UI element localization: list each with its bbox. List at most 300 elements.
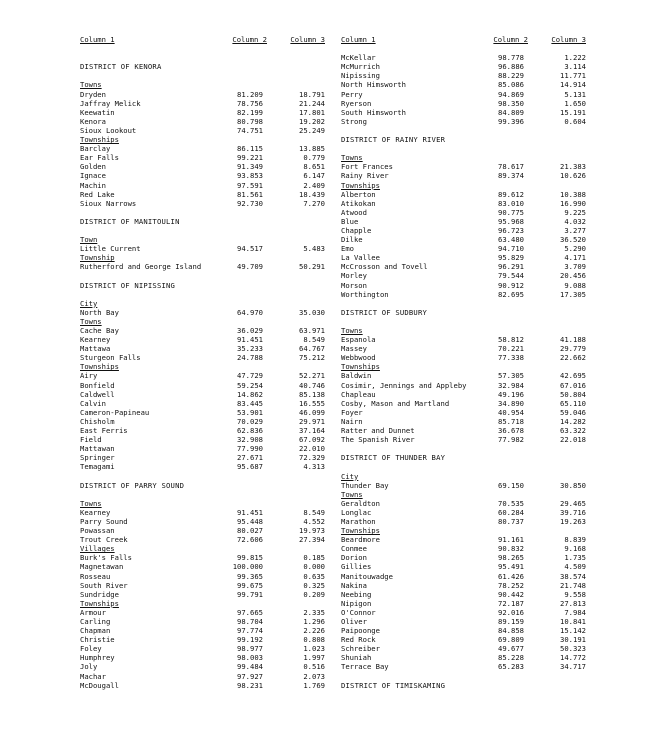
column-2-value: 90.442 bbox=[498, 589, 524, 599]
column-2-value: 89.159 bbox=[498, 617, 524, 626]
municipality-name: Cosby, Mason and Martland bbox=[341, 398, 450, 408]
municipality-name: Cameron-Papineau bbox=[80, 407, 150, 417]
subheading-text: Township bbox=[80, 253, 115, 263]
table-row bbox=[341, 572, 586, 581]
municipality-name: Shuniah bbox=[341, 653, 372, 663]
table-row bbox=[80, 672, 325, 681]
municipality-name: Cosimir, Jennings and Appleby bbox=[341, 380, 467, 390]
column-2-value: 82.695 bbox=[498, 289, 524, 299]
column-3-value: 18.439 bbox=[299, 189, 325, 199]
column-2-value: 36.678 bbox=[498, 426, 524, 436]
column-3-value: 4.313 bbox=[303, 462, 325, 472]
subheading-text: Townships bbox=[341, 526, 380, 536]
municipality-name: McMurrich bbox=[341, 62, 380, 72]
table-row bbox=[341, 599, 586, 608]
municipality-name: Espanola bbox=[341, 335, 376, 345]
spacer bbox=[341, 444, 586, 453]
municipality-name: Emo bbox=[341, 244, 354, 254]
column-2-value: 91.451 bbox=[237, 507, 263, 517]
subheading bbox=[341, 472, 586, 481]
table-row bbox=[341, 190, 586, 199]
municipality-name: Baldwin bbox=[341, 371, 372, 381]
municipality-name: La Vallee bbox=[341, 253, 380, 263]
column-3-value: 22.018 bbox=[560, 435, 586, 445]
municipality-name: Red Lake bbox=[80, 189, 115, 199]
column-2-value: 99.396 bbox=[498, 116, 524, 126]
table-row bbox=[80, 126, 325, 135]
table-row bbox=[341, 353, 586, 362]
table-row bbox=[80, 590, 325, 599]
table-row bbox=[341, 653, 586, 662]
spacer bbox=[341, 672, 586, 681]
table-row bbox=[80, 572, 325, 581]
subheading bbox=[341, 362, 586, 371]
table-row bbox=[80, 462, 325, 471]
column-3-value: 10.841 bbox=[560, 617, 586, 626]
municipality-name: Marathon bbox=[341, 516, 376, 526]
municipality-name: Magnetawan bbox=[80, 562, 124, 572]
table-row bbox=[341, 399, 586, 408]
municipality-name: Ratter and Dunnet bbox=[341, 426, 415, 436]
column-2-value: 98.778 bbox=[498, 53, 524, 63]
column-2-value: 98.350 bbox=[498, 98, 524, 108]
column-2-value: 97.774 bbox=[237, 626, 263, 636]
column-3-value: 0.808 bbox=[303, 635, 325, 645]
column-2-value: 35.233 bbox=[237, 344, 263, 354]
municipality-name: Neebing bbox=[341, 589, 372, 599]
column-3-value: 8.839 bbox=[564, 535, 586, 545]
table-row bbox=[80, 553, 325, 562]
column-2-value: 94.710 bbox=[498, 244, 524, 254]
table-row bbox=[80, 426, 325, 435]
column-2-header: Column 2 bbox=[232, 35, 267, 44]
column-2-value: 61.426 bbox=[498, 571, 524, 581]
column-2-value: 95.448 bbox=[237, 516, 263, 526]
column-2-value: 78.756 bbox=[237, 98, 263, 108]
column-3-value: 14.914 bbox=[560, 80, 586, 90]
column-2-value: 53.901 bbox=[237, 407, 263, 417]
column-2-value: 97.665 bbox=[237, 607, 263, 617]
subheading-text: Towns bbox=[80, 498, 102, 508]
column-3-value: 17.305 bbox=[560, 289, 586, 299]
column-2-value: 94.517 bbox=[237, 244, 263, 254]
table-row bbox=[341, 253, 586, 262]
municipality-name: Dilke bbox=[341, 235, 363, 245]
column-2-value: 60.284 bbox=[498, 507, 524, 517]
column-3-value: 15.142 bbox=[560, 626, 586, 636]
municipality-name: McDougall bbox=[80, 680, 119, 690]
municipality-name: Caldwell bbox=[80, 389, 115, 399]
column-3-value: 38.574 bbox=[560, 571, 586, 581]
column-2-header: Column 2 bbox=[493, 35, 528, 44]
column-3-value: 2.409 bbox=[303, 180, 325, 190]
municipality-name: Golden bbox=[80, 162, 106, 172]
column-3-value: 22.662 bbox=[560, 353, 586, 363]
column-3-value: 16.990 bbox=[560, 198, 586, 208]
table-row bbox=[80, 190, 325, 199]
column-2-value: 49.709 bbox=[237, 262, 263, 272]
municipality-name: Kearney bbox=[80, 507, 111, 517]
municipality-name: Morley bbox=[341, 271, 367, 281]
municipality-name: Mattawa bbox=[80, 344, 111, 354]
table-row bbox=[80, 390, 325, 399]
column-3-value: 0.185 bbox=[303, 553, 325, 563]
column-3-value: 4.171 bbox=[564, 253, 586, 263]
column-2-value: 84.858 bbox=[498, 626, 524, 636]
spacer bbox=[341, 44, 586, 53]
column-3-value: 16.555 bbox=[299, 398, 325, 408]
column-2-value: 36.029 bbox=[237, 326, 263, 335]
column-2-value: 99.815 bbox=[237, 553, 263, 563]
column-2-value: 83.445 bbox=[237, 398, 263, 408]
spacer bbox=[80, 208, 325, 217]
table-row bbox=[341, 535, 586, 544]
table-row bbox=[341, 171, 586, 180]
table-row bbox=[80, 199, 325, 208]
column-2-value: 58.812 bbox=[498, 335, 524, 345]
column-2-value: 32.908 bbox=[237, 435, 263, 445]
column-3-value: 9.558 bbox=[564, 589, 586, 599]
municipality-name: Armour bbox=[80, 607, 106, 617]
table-row bbox=[80, 508, 325, 517]
column-2-value: 82.199 bbox=[237, 107, 263, 117]
column-2-value: 85.228 bbox=[498, 653, 524, 663]
subheading-text: City bbox=[341, 471, 359, 481]
column-3-value: 8.549 bbox=[303, 507, 325, 517]
column-3-value: 37.164 bbox=[299, 426, 325, 436]
column-3-value: 0.604 bbox=[564, 116, 586, 126]
column-3-value: 27.813 bbox=[560, 598, 586, 608]
column-3-value: 6.147 bbox=[303, 171, 325, 181]
column-2-value: 99.192 bbox=[237, 635, 263, 645]
column-3-value: 35.030 bbox=[299, 307, 325, 317]
column-3-value: 0.209 bbox=[303, 589, 325, 599]
table-row bbox=[80, 90, 325, 99]
subheading-text: Townships bbox=[341, 362, 380, 372]
municipality-name: Mattawan bbox=[80, 444, 115, 454]
subheading bbox=[80, 599, 325, 608]
municipality-name: Nakina bbox=[341, 580, 367, 590]
column-2-value: 32.984 bbox=[498, 380, 524, 390]
district-heading bbox=[341, 453, 586, 462]
municipality-name: Sturgeon Falls bbox=[80, 353, 141, 363]
column-2-value: 74.751 bbox=[237, 125, 263, 135]
subheading-text: Town bbox=[80, 235, 98, 245]
column-3-value: 64.767 bbox=[299, 344, 325, 354]
district-heading-text: DISTRICT OF TIMISKAMING bbox=[341, 680, 446, 690]
table-row bbox=[80, 644, 325, 653]
column-2-value: 91.161 bbox=[498, 535, 524, 545]
column-3-value: 10.626 bbox=[560, 171, 586, 181]
column-2-value: 90.912 bbox=[498, 280, 524, 290]
column-3-value: 3.277 bbox=[564, 225, 586, 235]
table-row bbox=[80, 162, 325, 171]
spacer bbox=[80, 472, 325, 481]
table-row bbox=[80, 171, 325, 180]
spacer bbox=[80, 290, 325, 299]
column-3-value: 34.717 bbox=[560, 662, 586, 672]
column-3-header: Column 3 bbox=[290, 35, 325, 44]
municipality-name: East Ferris bbox=[80, 426, 128, 436]
table-row bbox=[341, 581, 586, 590]
table-row bbox=[80, 181, 325, 190]
column-3-value: 30.191 bbox=[560, 635, 586, 645]
table-row bbox=[341, 517, 586, 526]
table-row bbox=[341, 371, 586, 380]
table-row bbox=[80, 417, 325, 426]
column-3-value: 2.073 bbox=[303, 671, 325, 681]
column-2-value: 95.687 bbox=[237, 462, 263, 472]
subheading-text: Towns bbox=[80, 316, 102, 326]
subheading-text: Townships bbox=[80, 135, 119, 145]
municipality-name: Barclay bbox=[80, 144, 111, 154]
column-3-value: 18.791 bbox=[299, 89, 325, 99]
table-row bbox=[80, 108, 325, 117]
table-row bbox=[80, 381, 325, 390]
municipality-name: Machar bbox=[80, 671, 106, 681]
subheading bbox=[80, 235, 325, 244]
column-3-value: 1.735 bbox=[564, 553, 586, 563]
subheading-text: Townships bbox=[341, 180, 380, 190]
column-2-value: 97.927 bbox=[237, 671, 263, 681]
subheading bbox=[80, 299, 325, 308]
column-2-value: 91.349 bbox=[237, 162, 263, 172]
column-3-value: 1.997 bbox=[303, 653, 325, 663]
municipality-name: Chisholm bbox=[80, 416, 115, 426]
column-3-value: 22.010 bbox=[299, 444, 325, 454]
column-3-value: 15.191 bbox=[560, 107, 586, 117]
table-row bbox=[80, 244, 325, 253]
table-row bbox=[80, 99, 325, 108]
table-row bbox=[80, 371, 325, 380]
table-row bbox=[80, 399, 325, 408]
table-row bbox=[341, 553, 586, 562]
municipality-name: Bonfield bbox=[80, 380, 115, 390]
column-3-value: 10.388 bbox=[560, 189, 586, 199]
column-2-value: 78.617 bbox=[498, 162, 524, 172]
column-2-value: 98.231 bbox=[237, 680, 263, 690]
subheading-text: Towns bbox=[341, 489, 363, 499]
table-row bbox=[80, 353, 325, 362]
table-row bbox=[341, 635, 586, 644]
district-heading-text: DISTRICT OF SUDBURY bbox=[341, 307, 428, 317]
column-3-value: 52.271 bbox=[299, 371, 325, 381]
table-row bbox=[341, 626, 586, 635]
column-3-value: 9.225 bbox=[564, 207, 586, 217]
column-3-value: 1.222 bbox=[564, 53, 586, 63]
district-heading-text: DISTRICT OF NIPISSING bbox=[80, 280, 176, 290]
municipality-name: Geraldton bbox=[341, 498, 380, 508]
municipality-name: Foley bbox=[80, 644, 102, 654]
municipality-name: Cache Bay bbox=[80, 326, 119, 335]
table-row bbox=[80, 581, 325, 590]
column-3-value: 11.771 bbox=[560, 71, 586, 81]
column-2-value: 81.209 bbox=[237, 89, 263, 99]
table-row bbox=[80, 335, 325, 344]
municipality-name: The Spanish River bbox=[341, 435, 415, 445]
table-row bbox=[80, 681, 325, 690]
table-row bbox=[80, 517, 325, 526]
district-heading-text: DISTRICT OF MANITOULIN bbox=[80, 216, 180, 226]
table-row bbox=[341, 244, 586, 253]
column-3-value: 1.023 bbox=[303, 644, 325, 654]
table-row bbox=[341, 199, 586, 208]
column-2-value: 77.982 bbox=[498, 435, 524, 445]
column-2-value: 98.977 bbox=[237, 644, 263, 654]
table-row bbox=[341, 62, 586, 71]
column-3-value: 14.772 bbox=[560, 653, 586, 663]
column-3-value: 2.226 bbox=[303, 626, 325, 636]
column-2-value: 96.291 bbox=[498, 262, 524, 272]
municipality-name: Morson bbox=[341, 280, 367, 290]
column-3-value: 41.188 bbox=[560, 335, 586, 345]
column-2-value: 70.535 bbox=[498, 498, 524, 508]
table-row bbox=[341, 235, 586, 244]
table-row bbox=[341, 617, 586, 626]
column-3-value: 14.282 bbox=[560, 416, 586, 426]
column-2-value: 86.115 bbox=[237, 144, 263, 154]
column-3-value: 42.695 bbox=[560, 371, 586, 381]
column-2-value: 34.890 bbox=[498, 398, 524, 408]
district-heading bbox=[341, 681, 586, 690]
column-2-value: 88.229 bbox=[498, 71, 524, 81]
table-row bbox=[341, 499, 586, 508]
table-row bbox=[80, 608, 325, 617]
column-2-value: 95.491 bbox=[498, 562, 524, 572]
municipality-name: Chapple bbox=[341, 225, 372, 235]
municipality-name: Keewatin bbox=[80, 107, 115, 117]
municipality-name: Field bbox=[80, 435, 102, 445]
column-2-value: 84.809 bbox=[498, 107, 524, 117]
left-column bbox=[80, 35, 325, 690]
column-3-value: 3.709 bbox=[564, 262, 586, 272]
municipality-name: North Himsworth bbox=[341, 80, 406, 90]
column-2-value: 97.591 bbox=[237, 180, 263, 190]
municipality-name: O'Connor bbox=[341, 607, 376, 617]
column-2-value: 99.221 bbox=[237, 153, 263, 163]
column-3-value: 29.779 bbox=[560, 344, 586, 354]
column-3-value: 0.000 bbox=[303, 562, 325, 572]
table-row bbox=[80, 344, 325, 353]
column-3-value: 50.291 bbox=[299, 262, 325, 272]
municipality-name: Strong bbox=[341, 116, 367, 126]
municipality-name: Oliver bbox=[341, 617, 367, 626]
column-2-value: 100.000 bbox=[232, 562, 263, 572]
district-heading bbox=[80, 281, 325, 290]
column-2-value: 89.612 bbox=[498, 189, 524, 199]
column-3-value: 5.483 bbox=[303, 244, 325, 254]
subheading bbox=[341, 326, 586, 335]
column-2-value: 59.254 bbox=[237, 380, 263, 390]
spacer bbox=[341, 144, 586, 153]
column-3-header: Column 3 bbox=[551, 35, 586, 44]
municipality-name: Airy bbox=[80, 371, 98, 381]
municipality-name: Christie bbox=[80, 635, 115, 645]
column-2-value: 47.729 bbox=[237, 371, 263, 381]
column-3-value: 5.131 bbox=[564, 89, 586, 99]
column-2-value: 57.305 bbox=[498, 371, 524, 381]
column-3-value: 1.296 bbox=[303, 617, 325, 626]
subheading-text: Townships bbox=[80, 598, 119, 608]
municipality-name: Joly bbox=[80, 662, 98, 672]
column-3-value: 8.549 bbox=[303, 335, 325, 345]
column-2-value: 49.677 bbox=[498, 644, 524, 654]
table-row bbox=[341, 281, 586, 290]
column-3-value: 29.971 bbox=[299, 416, 325, 426]
subheading bbox=[80, 544, 325, 553]
district-heading-text: DISTRICT OF PARRY SOUND bbox=[80, 480, 185, 490]
table-row bbox=[80, 308, 325, 317]
column-3-value: 8.651 bbox=[303, 162, 325, 172]
municipality-name: Paipoonge bbox=[341, 626, 380, 636]
spacer bbox=[80, 271, 325, 280]
table-row bbox=[341, 562, 586, 571]
municipality-name: Ear Falls bbox=[80, 153, 119, 163]
municipality-name: Ignace bbox=[80, 171, 106, 181]
table-row bbox=[341, 71, 586, 80]
column-3-value: 2.335 bbox=[303, 607, 325, 617]
column-3-value: 30.850 bbox=[560, 480, 586, 490]
subheading-text: Towns bbox=[80, 80, 102, 90]
subheading bbox=[341, 181, 586, 190]
column-3-value: 67.016 bbox=[560, 380, 586, 390]
subheading bbox=[80, 362, 325, 371]
subheading bbox=[80, 80, 325, 89]
municipality-name: South Himsworth bbox=[341, 107, 406, 117]
table-row bbox=[341, 590, 586, 599]
table-row bbox=[80, 635, 325, 644]
table-row bbox=[80, 144, 325, 153]
column-2-value: 77.338 bbox=[498, 353, 524, 363]
municipality-name: Calvin bbox=[80, 398, 106, 408]
table-row bbox=[341, 262, 586, 271]
column-3-value: 17.801 bbox=[299, 107, 325, 117]
municipality-name: Chapman bbox=[80, 626, 111, 636]
spacer bbox=[80, 44, 325, 53]
column-3-value: 50.804 bbox=[560, 389, 586, 399]
table-row bbox=[341, 226, 586, 235]
table-row bbox=[80, 653, 325, 662]
column-2-value: 80.737 bbox=[498, 516, 524, 526]
column-2-value: 92.730 bbox=[237, 198, 263, 208]
column-3-value: 36.520 bbox=[560, 235, 586, 245]
column-3-value: 63.971 bbox=[299, 326, 325, 335]
table-row bbox=[80, 408, 325, 417]
column-2-value: 62.836 bbox=[237, 426, 263, 436]
column-3-value: 72.329 bbox=[299, 453, 325, 463]
municipality-name: Jaffray Melick bbox=[80, 98, 141, 108]
table-row bbox=[341, 217, 586, 226]
municipality-name: Parry Sound bbox=[80, 516, 128, 526]
municipality-name: McKellar bbox=[341, 53, 376, 63]
column-3-value: 7.270 bbox=[303, 198, 325, 208]
district-heading-text: DISTRICT OF THUNDER BAY bbox=[341, 453, 446, 463]
table-row bbox=[80, 117, 325, 126]
spacer bbox=[341, 462, 586, 471]
district-heading bbox=[80, 481, 325, 490]
table-row bbox=[341, 390, 586, 399]
table-row bbox=[80, 662, 325, 671]
column-2-value: 90.832 bbox=[498, 544, 524, 554]
column-3-value: 3.114 bbox=[564, 62, 586, 72]
table-row bbox=[341, 290, 586, 299]
column-2-value: 95.829 bbox=[498, 253, 524, 263]
table-row bbox=[341, 80, 586, 89]
column-3-value: 50.323 bbox=[560, 644, 586, 654]
column-2-value: 92.016 bbox=[498, 607, 524, 617]
column-2-value: 99.365 bbox=[237, 571, 263, 581]
column-3-value: 5.290 bbox=[564, 244, 586, 254]
